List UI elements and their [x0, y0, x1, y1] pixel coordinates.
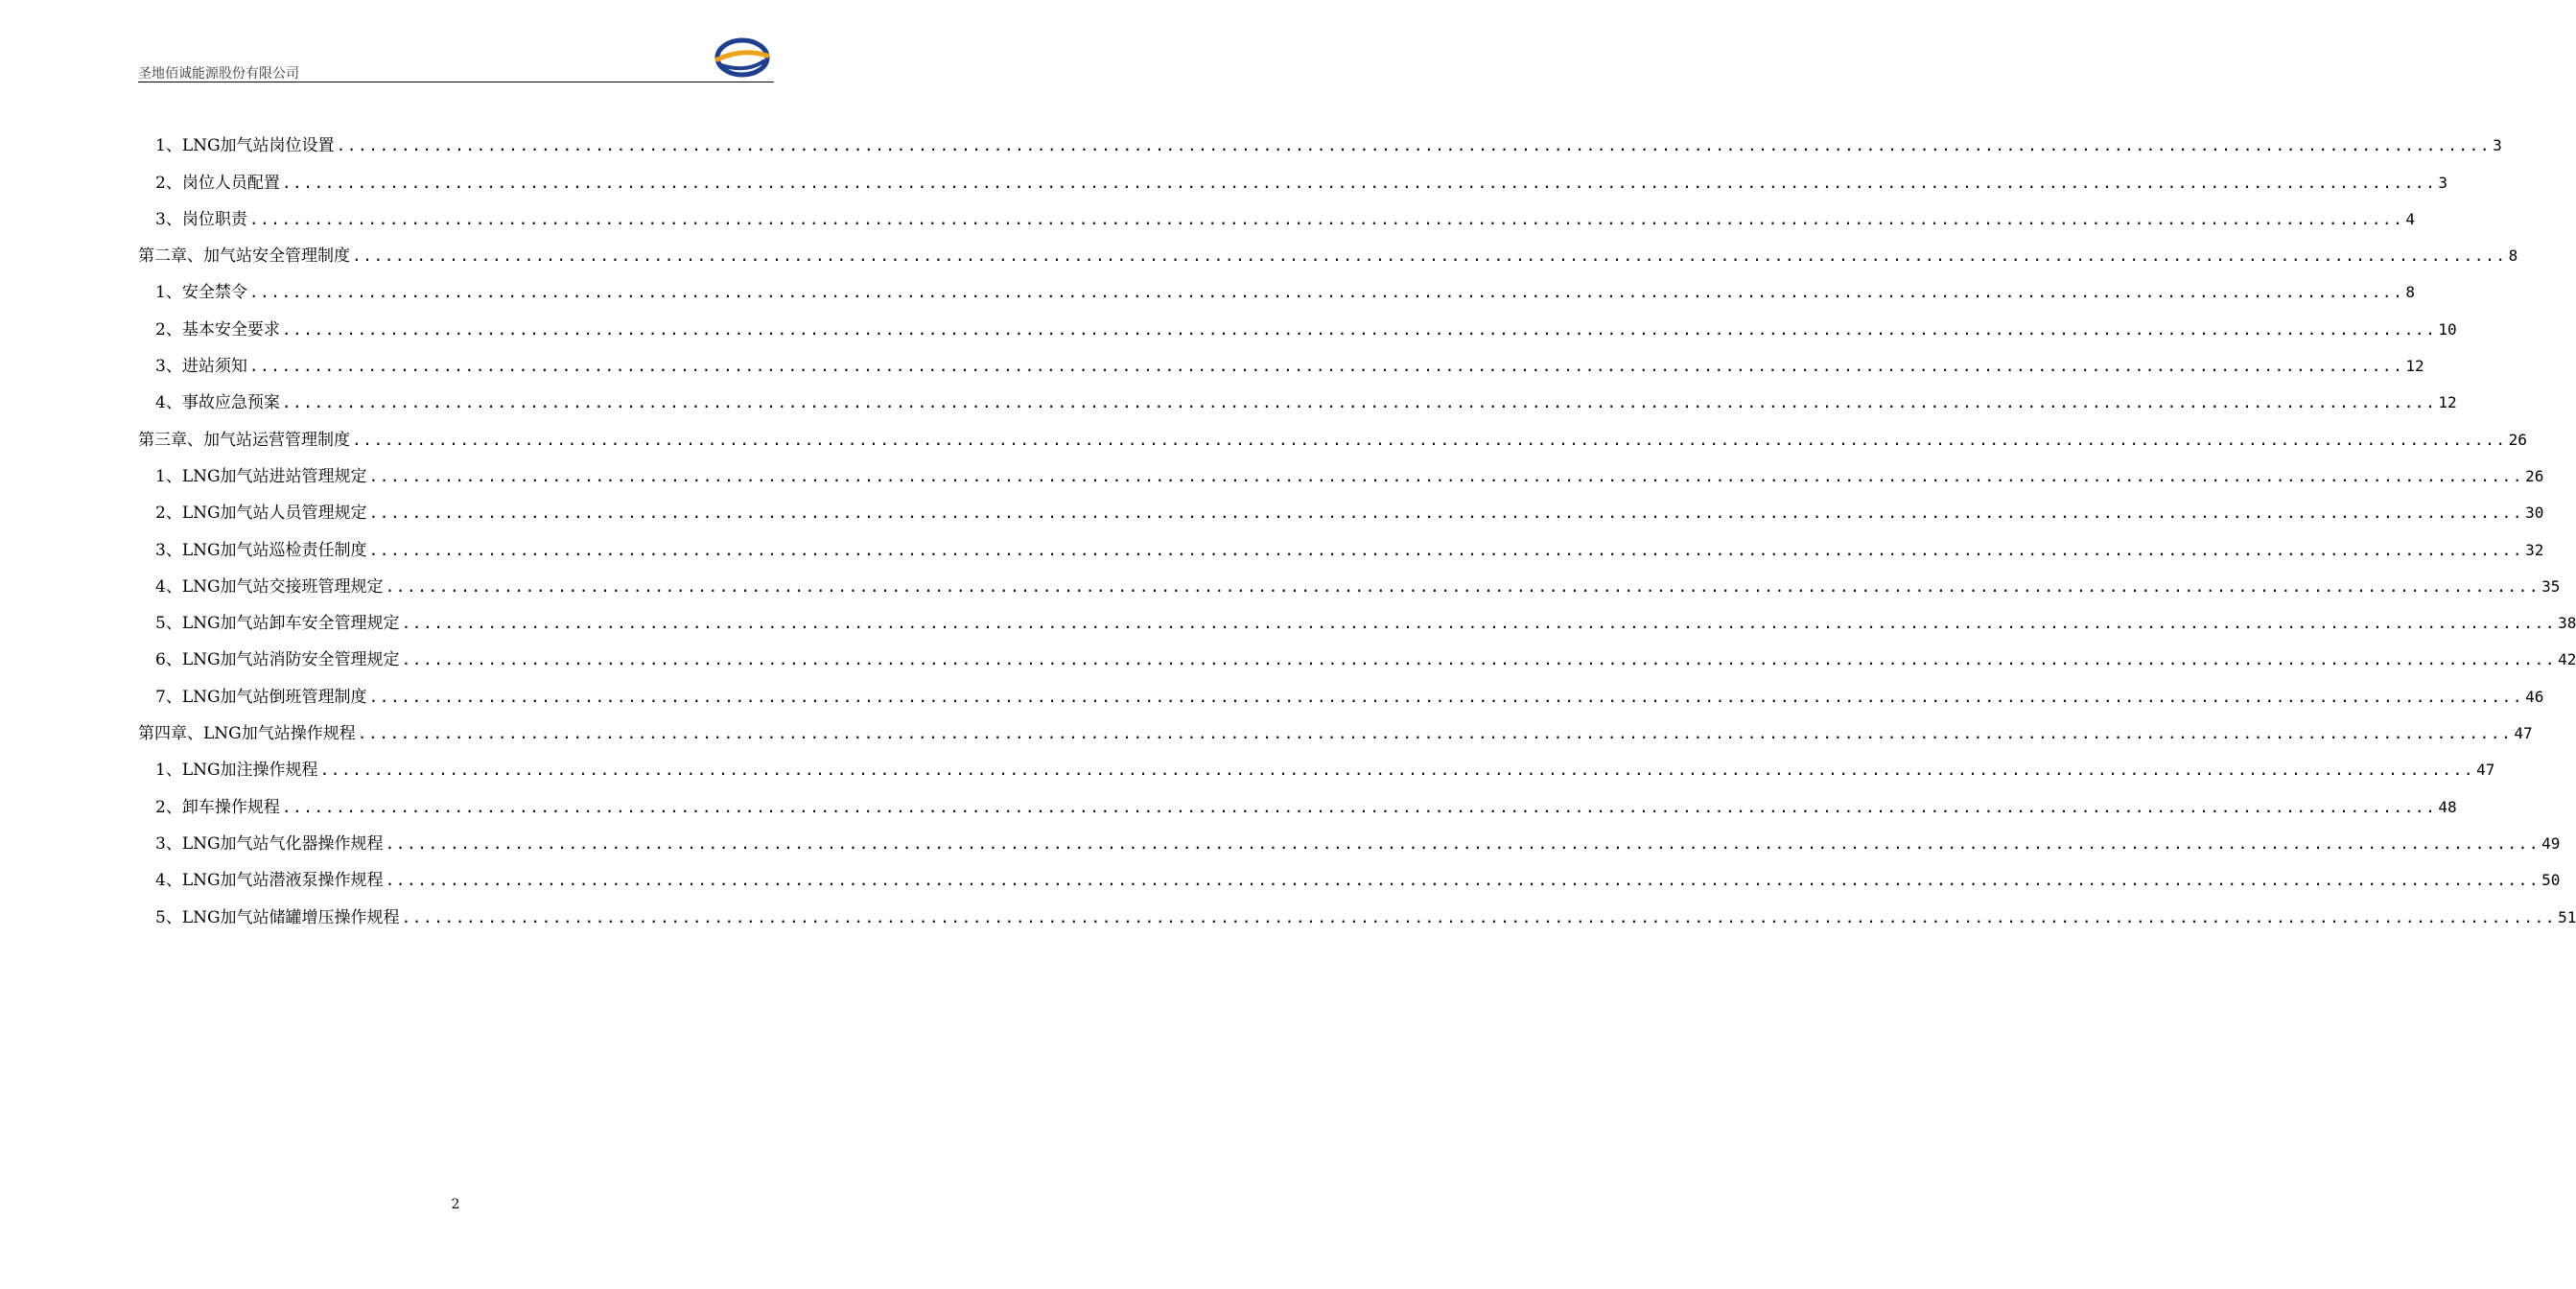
- toc-entry-title: 2、基本安全要求: [155, 319, 280, 340]
- toc-entry-title: 2、LNG加气站人员管理规定: [155, 504, 367, 524]
- toc-entry[interactable]: [138, 598, 2576, 635]
- toc-entry[interactable]: [138, 562, 2561, 598]
- toc-entry-page: 8: [2508, 246, 2518, 266]
- toc-leader-dots: ........................................................................................................................................................................................................: [385, 576, 2541, 596]
- toc-entry[interactable]: [138, 268, 2416, 304]
- toc-leader-dots: ........................................................................................................................................................................................................: [385, 871, 2541, 890]
- toc-entry-title: 1、LNG加气站岗位设置: [155, 136, 335, 156]
- toc-leader-dots: ........................................................................................................................................................................................................: [401, 650, 2557, 669]
- toc-leader-dots: ........................................................................................................................................................................................................: [319, 761, 2475, 780]
- toc-entry-page: 8: [2405, 283, 2416, 302]
- toc-leader-dots: ........................................................................................................................................................................................................: [281, 173, 2437, 192]
- toc-entry-page: 4: [2405, 209, 2416, 228]
- toc-entry-title: 第三章、加气站运营管理制度: [138, 430, 350, 450]
- toc-entry[interactable]: [138, 709, 2533, 745]
- toc-entry[interactable]: [138, 304, 2457, 340]
- toc-entry-title: 2、岗位人员配置: [155, 173, 280, 193]
- toc-entry-title: 第二章、加气站安全管理制度: [138, 246, 350, 267]
- toc-entry-title: 1、LNG加气站进站管理规定: [155, 466, 367, 486]
- toc-entry[interactable]: [138, 341, 2424, 378]
- toc-entry-title: 3、岗位职责: [155, 209, 247, 229]
- toc-entry-page: 50: [2541, 871, 2561, 890]
- toc-entry[interactable]: [138, 414, 2527, 451]
- toc-entry[interactable]: [138, 819, 2561, 855]
- toc-leader-dots: ........................................................................................................................................................................................................: [368, 540, 2524, 559]
- toc-leader-dots: ........................................................................................................................................................................................................: [385, 833, 2541, 853]
- toc-entry-page: 38: [2558, 614, 2576, 633]
- toc-leader-dots: ........................................................................................................................................................................................................: [352, 430, 2507, 449]
- toc-leader-dots: ........................................................................................................................................................................................................: [336, 136, 2492, 155]
- toc-entry[interactable]: [138, 671, 2544, 708]
- toc-entry[interactable]: [138, 892, 2576, 928]
- toc-leader-dots: ........................................................................................................................................................................................................: [248, 357, 2404, 376]
- toc-entry-title: 4、LNG加气站潜液泵操作规程: [155, 871, 384, 891]
- toc-entry[interactable]: [138, 782, 2457, 818]
- toc-entry-title: 3、LNG加气站巡检责任制度: [155, 540, 367, 560]
- toc-entry-page: 26: [2508, 430, 2527, 449]
- toc-entry-title: 5、LNG加气站储罐增压操作规程: [155, 907, 400, 927]
- toc-entry-page: 10: [2438, 319, 2457, 339]
- toc-entry-page: 35: [2541, 576, 2561, 596]
- toc-entry-title: 5、LNG加气站卸车安全管理规定: [155, 614, 400, 634]
- toc-entry-page: 12: [2405, 357, 2424, 376]
- toc-leader-dots: ........................................................................................................................................................................................................: [248, 209, 2404, 228]
- toc-entry-title: 1、LNG加注操作规程: [155, 761, 318, 781]
- toc-leader-dots: ........................................................................................................................................................................................................: [281, 319, 2437, 339]
- toc-entry-page: 46: [2525, 687, 2544, 706]
- toc-entry[interactable]: [138, 378, 2457, 414]
- toc-entry-page: 30: [2525, 504, 2544, 523]
- toc-entry-title: 3、进站须知: [155, 357, 247, 377]
- toc-entry-page: 48: [2438, 797, 2457, 816]
- toc-entry[interactable]: [138, 488, 2544, 525]
- toc-leader-dots: ........................................................................................................................................................................................................: [401, 614, 2557, 633]
- toc-entry-page: 32: [2525, 540, 2544, 559]
- toc-entry-page: 42: [2558, 650, 2576, 669]
- company-name: 圣地佰诚能源股份有限公司: [138, 66, 299, 82]
- toc-entry-title: 4、事故应急预案: [155, 393, 280, 413]
- toc-entry[interactable]: [138, 157, 2448, 194]
- toc-leader-dots: ........................................................................................................................................................................................................: [368, 504, 2524, 523]
- toc-entry-title: 4、LNG加气站交接班管理规定: [155, 576, 384, 597]
- toc-entry-page: 49: [2541, 833, 2561, 853]
- table-of-contents: [138, 121, 2576, 929]
- company-logo: [708, 35, 777, 81]
- toc-entry-page: 3: [2493, 136, 2502, 155]
- toc-entry[interactable]: [138, 635, 2576, 671]
- toc-entry-title: 7、LNG加气站倒班管理制度: [155, 687, 367, 707]
- toc-leader-dots: ........................................................................................................................................................................................................: [248, 283, 2404, 302]
- toc-entry-title: 第四章、LNG加气站操作规程: [138, 724, 356, 744]
- toc-entry[interactable]: [138, 231, 2518, 268]
- toc-entry-page: 47: [2476, 761, 2495, 780]
- toc-entry-page: 47: [2514, 724, 2533, 743]
- toc-entry-page: 26: [2525, 466, 2544, 485]
- toc-entry-page: 51: [2558, 907, 2576, 926]
- toc-leader-dots: ........................................................................................................................................................................................................: [368, 466, 2524, 485]
- toc-leader-dots: ........................................................................................................................................................................................................: [401, 907, 2557, 926]
- toc-leader-dots: ........................................................................................................................................................................................................: [281, 797, 2437, 816]
- toc-entry[interactable]: [138, 525, 2544, 561]
- toc-entry-page: 12: [2438, 393, 2457, 412]
- toc-leader-dots: ........................................................................................................................................................................................................: [281, 393, 2437, 412]
- toc-entry-title: 1、安全禁令: [155, 283, 247, 303]
- toc-entry[interactable]: [138, 855, 2561, 892]
- toc-entry[interactable]: [138, 195, 2416, 231]
- toc-entry-title: 6、LNG加气站消防安全管理规定: [155, 650, 400, 670]
- toc-entry-title: 3、LNG加气站气化器操作规程: [155, 833, 384, 854]
- toc-entry[interactable]: [138, 121, 2502, 157]
- toc-entry-title: 2、卸车操作规程: [155, 797, 280, 817]
- toc-entry-page: 3: [2438, 173, 2448, 192]
- toc-entry[interactable]: [138, 745, 2495, 782]
- toc-leader-dots: ........................................................................................................................................................................................................: [352, 246, 2507, 266]
- page-number: 2: [451, 1197, 460, 1212]
- toc-leader-dots: ........................................................................................................................................................................................................: [368, 687, 2524, 706]
- toc-entry[interactable]: [138, 452, 2544, 488]
- toc-leader-dots: ........................................................................................................................................................................................................: [357, 724, 2513, 743]
